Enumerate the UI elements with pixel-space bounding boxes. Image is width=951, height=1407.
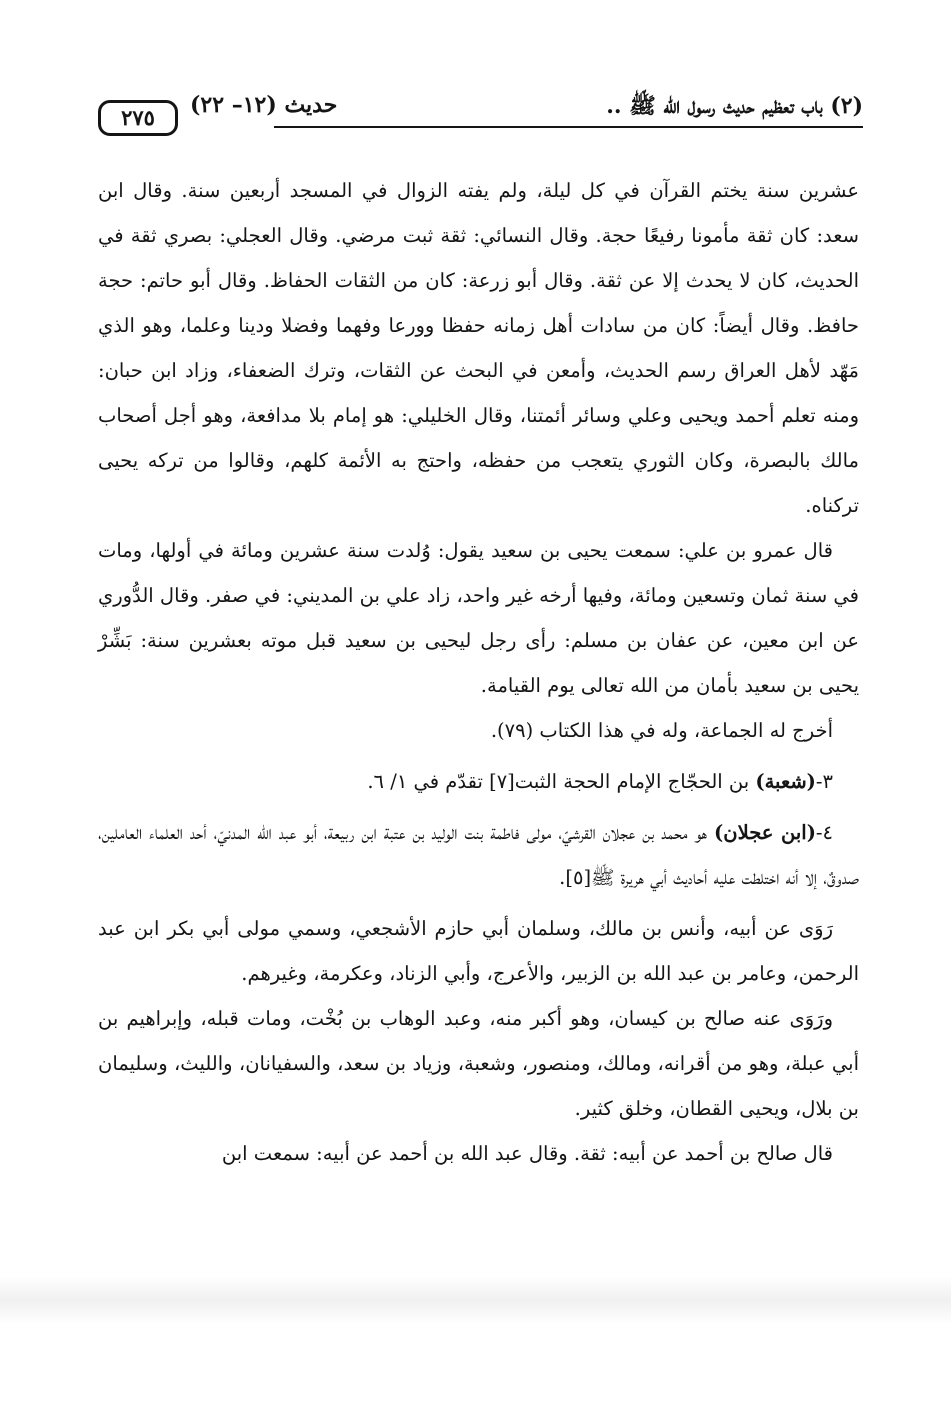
paragraph-narrator-4 bbox=[98, 810, 859, 900]
paragraph-grading: قال صالح بن أحمد عن أبيه: ثقة. وقال عبد الله بن أحمد عن أبيه: سمعت ابن bbox=[221, 1142, 833, 1165]
page-body bbox=[98, 168, 859, 1176]
header-rule bbox=[274, 126, 863, 128]
page-header bbox=[98, 86, 863, 132]
hadith-range: حديث (١٢– ٢٢) bbox=[190, 92, 338, 118]
narrator-text: بن الحجّاج الإمام الحجة الثبت[٧] تقدّم في ١/ ٦. bbox=[367, 770, 756, 793]
narrator-name: (شعبة) bbox=[755, 770, 816, 793]
paragraph-narrator-3 bbox=[98, 759, 859, 804]
narrator-name: (ابن عجلان) bbox=[714, 821, 816, 844]
paragraph-yahya-takhrij: أخرج له الجماعة، وله في هذا الكتاب (٧٩). bbox=[490, 719, 833, 742]
paragraph-teachers: رَوَى عن أبيه، وأنس بن مالك، وسلمان أبي حازم الأشجعي، وسمي مولى أبي بكر ابن عبد الرحمن، وعامر بن عبد الله بن الزبير، والأعرج، وأبي الزناد، وعكرمة، وغيرهم. bbox=[98, 917, 859, 985]
narrator-number: ٣- bbox=[815, 770, 833, 793]
narrator-number: ٤- bbox=[815, 821, 833, 844]
narrator-text: هو محمد بن عجلان القرشيّ، مولى فاطمة بنت الوليد بن عتبة ابن ربيعة، أبو عبد الله المدنيّ، أحد العلماء العاملين، صدوقٌ، إلا أنه اختلطت عليه أحاديث أبي هريرة ﷺ[٥]. bbox=[98, 821, 859, 889]
page-number: ٢٧٥ bbox=[98, 100, 178, 136]
paragraph-yahya-death: قال عمرو بن علي: سمعت يحيى بن سعيد يقول: وُلدت سنة عشرين ومائة في أولها، ومات في سنة ثمان وتسعين ومائة، وفيها أرخه غير واحد، زاد علي بن المديني: في صفر. وقال الدُّوري عن ابن معين، عن عفان بن مسلم: رأى رجل ليحيى بن سعيد قبل موته بعشرين سنة: بَشِّرْ يحيى بن سعيد بأمان من الله تعالى يوم القيامة. bbox=[98, 539, 859, 697]
scan-shadow bbox=[0, 1276, 951, 1324]
paragraph-students: ورَوَى عنه صالح بن كيسان، وهو أكبر منه، وعبد الوهاب بن بُخْت، ومات قبله، وإبراهيم بن أبي عبلة، وهو من أقرانه، ومالك، ومنصور، وشعبة، وزياد بن سعد، والسفيانان، والليث، وسليمان بن بلال، ويحيى القطان، وخلق كثير. bbox=[98, 1007, 859, 1120]
paragraph-yahya-praise: عشرين سنة يختم القرآن في كل ليلة، ولم يفته الزوال في المسجد أربعين سنة. وقال ابن سعد: كان ثقة مأمونا رفيعًا حجة. وقال النسائي: ثقة ثبت مرضي. وقال العجلي: بصري ثقة في الحديث، كان لا يحدث إلا عن ثقة. وقال أبو زرعة: كان من الثقات الحفاظ. وقال أبو حاتم: حجة حافظ. وقال أيضاً: كان من سادات أهل زمانه حفظا وورعا وفهما وفضلا ودينا وعلما، وهو الذي مَهّد لأهل العراق رسم الحديث، وأمعن في البحث عن الثقات، وترك الضعفاء، وزاد ابن حبان: ومنه تعلم أحمد ويحيى وعلي وسائر أئمتنا، وقال الخليلي: هو إمام بلا مدافعة، وهو أجل أصحاب مالك بالبصرة، وكان الثوري يتعجب من حفظه، واحتج به الأئمة كلهم، وقالوا من تركه يحيى تركناه. bbox=[98, 179, 859, 517]
chapter-title: (٢) باب تعظيم حديث رسول الله ﷺ .. bbox=[606, 93, 863, 119]
